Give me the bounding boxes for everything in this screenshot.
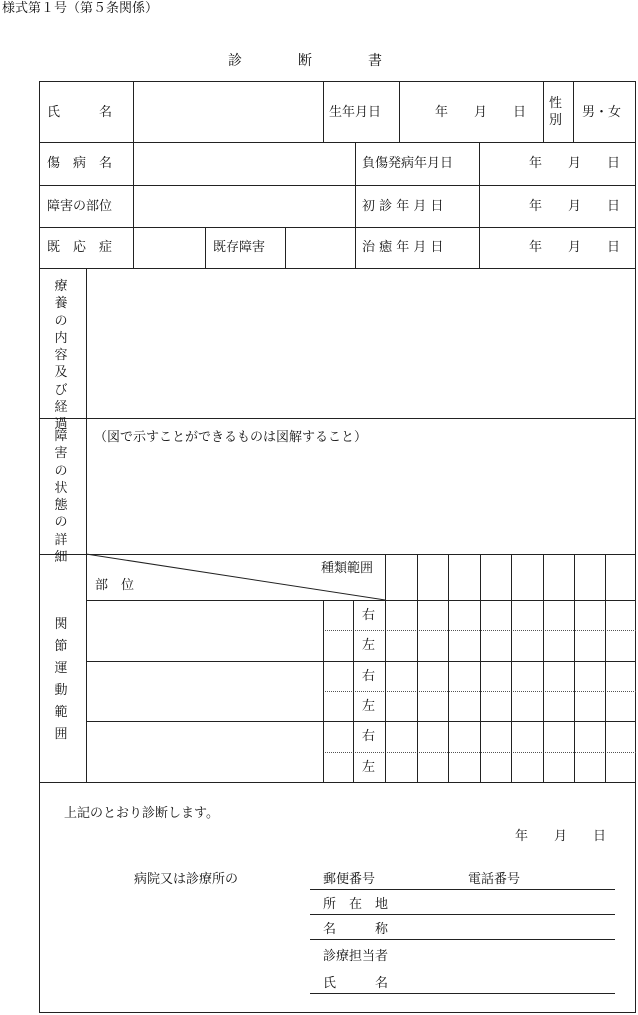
address-label: 所 在 地 [323,897,389,912]
underline [310,889,615,890]
birth-label: 生年月日 [329,105,382,120]
rom-header-type: 種類範囲 [321,561,374,576]
document-title: 診 断 書 [228,53,382,69]
institution-name-label: 名 称 [323,922,389,937]
form-number: 様式第１号（第５条関係） [2,1,159,16]
left-label: 左 [362,760,376,775]
condition-label: 障 害 の 状 態 の 詳 細 [54,429,68,565]
onset-date-label: 負傷発病年月日 [362,156,454,171]
sex-label: 別 [549,113,563,128]
left-label: 左 [362,638,376,653]
right-label: 右 [362,729,376,744]
phone-label: 電話番号 [468,872,521,887]
postal-label: 郵便番号 [323,872,376,887]
condition-note: （図で示すことができるものは図解すること） [94,430,368,445]
institution-label: 病院又は診療所の [134,872,239,887]
history-label: 既 応 症 [47,240,113,255]
underline [310,939,615,940]
right-label: 右 [362,669,376,684]
statement: 上記のとおり診断します。 [64,806,219,821]
injury-label: 傷 病 名 [47,156,113,171]
name-label: 氏 名 [47,105,113,120]
treatment-label: 療 養 の 内 容 及 び 経 過 [54,279,68,433]
cure-date-label: 治 癒 年 月 日 [362,240,444,255]
cure-date-format: 年 月 日 [529,240,621,255]
disability-site-label: 障害の部位 [47,199,113,214]
doctor-label: 診療担当者 [323,949,389,964]
sex-value: 男・女 [582,105,622,120]
existing-disability-label: 既存障害 [213,240,266,255]
left-label: 左 [362,699,376,714]
first-visit-label: 初 診 年 月 日 [362,199,444,214]
birth-date-format: 年 月 日 [435,105,527,120]
underline [310,993,615,994]
footer-date-format: 年 月 日 [515,829,607,844]
first-visit-format: 年 月 日 [529,199,621,214]
rom-label: 関 節 運 動 範 囲 [54,617,68,743]
rom-header-part: 部 位 [95,578,135,593]
sex-label: 性 [549,96,563,111]
underline [310,914,615,915]
right-label: 右 [362,608,376,623]
doctor-name-label: 氏 名 [323,976,389,991]
onset-date-format: 年 月 日 [529,156,621,171]
